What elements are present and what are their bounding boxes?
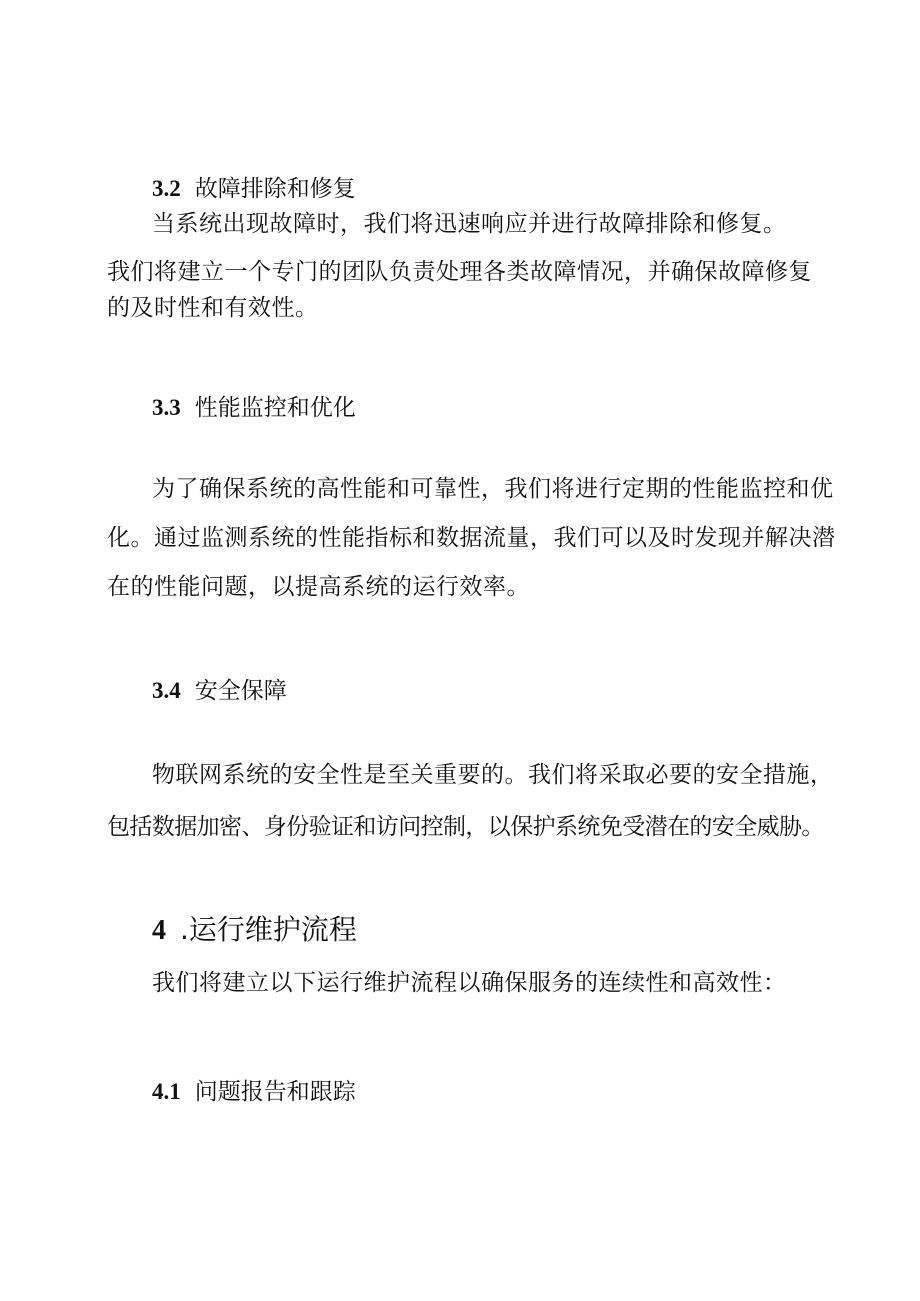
paragraph-line: 化。通过监测系统的性能指标和数据流量，我们可以及时发现并解决潜 — [107, 525, 836, 551]
paragraph-line: 我们将建立以下运行维护流程以确保服务的连续性和高效性： — [152, 970, 787, 996]
paragraph-3-4-body — [107, 749, 834, 853]
chapter-heading-4 — [152, 912, 357, 949]
paragraph-line: 我们将建立一个专门的团队负责处理各类故障情况，并确保故障修复 — [107, 259, 812, 285]
paragraph-4-body — [152, 961, 787, 1005]
section-title: 故障排除和修复 — [194, 176, 356, 202]
section-title: 性能监控和优化 — [194, 395, 356, 421]
paragraph-line: 物联网系统的安全性是至关重要的。我们将采取必要的安全措施， — [152, 762, 834, 788]
section-number: 3.4 — [152, 678, 181, 703]
paragraph-line: 在的性能问题，以提高系统的运行效率。 — [107, 574, 530, 600]
section-number: 3.3 — [152, 395, 181, 420]
section-title: 安全保障 — [194, 678, 287, 704]
paragraph-3-2-body — [107, 254, 812, 326]
chapter-title: .运行维护流程 — [180, 913, 357, 946]
chapter-number: 4 — [152, 915, 166, 946]
paragraph-3-3-body — [107, 465, 836, 612]
paragraph-line: 当系统出现故障时，我们将迅速响应并进行故障排除和修复。 — [152, 211, 787, 237]
paragraph-line: 包括数据加密、身份验证和访问控制，以保护系统免受潜在的安全威胁。 — [107, 814, 824, 840]
section-heading-3-2 — [152, 174, 356, 204]
section-heading-4-1 — [152, 1077, 356, 1107]
section-number: 4.1 — [152, 1079, 181, 1104]
section-number: 3.2 — [152, 176, 181, 201]
paragraph-line: 为了确保系统的高性能和可靠性，我们将进行定期的性能监控和优 — [152, 476, 834, 502]
paragraph-3-2-line-1 — [152, 202, 787, 246]
section-heading-3-3 — [152, 393, 356, 423]
paragraph-line: 的及时性和有效性。 — [107, 295, 319, 321]
section-title: 问题报告和跟踪 — [194, 1079, 356, 1105]
section-heading-3-4 — [152, 676, 287, 706]
